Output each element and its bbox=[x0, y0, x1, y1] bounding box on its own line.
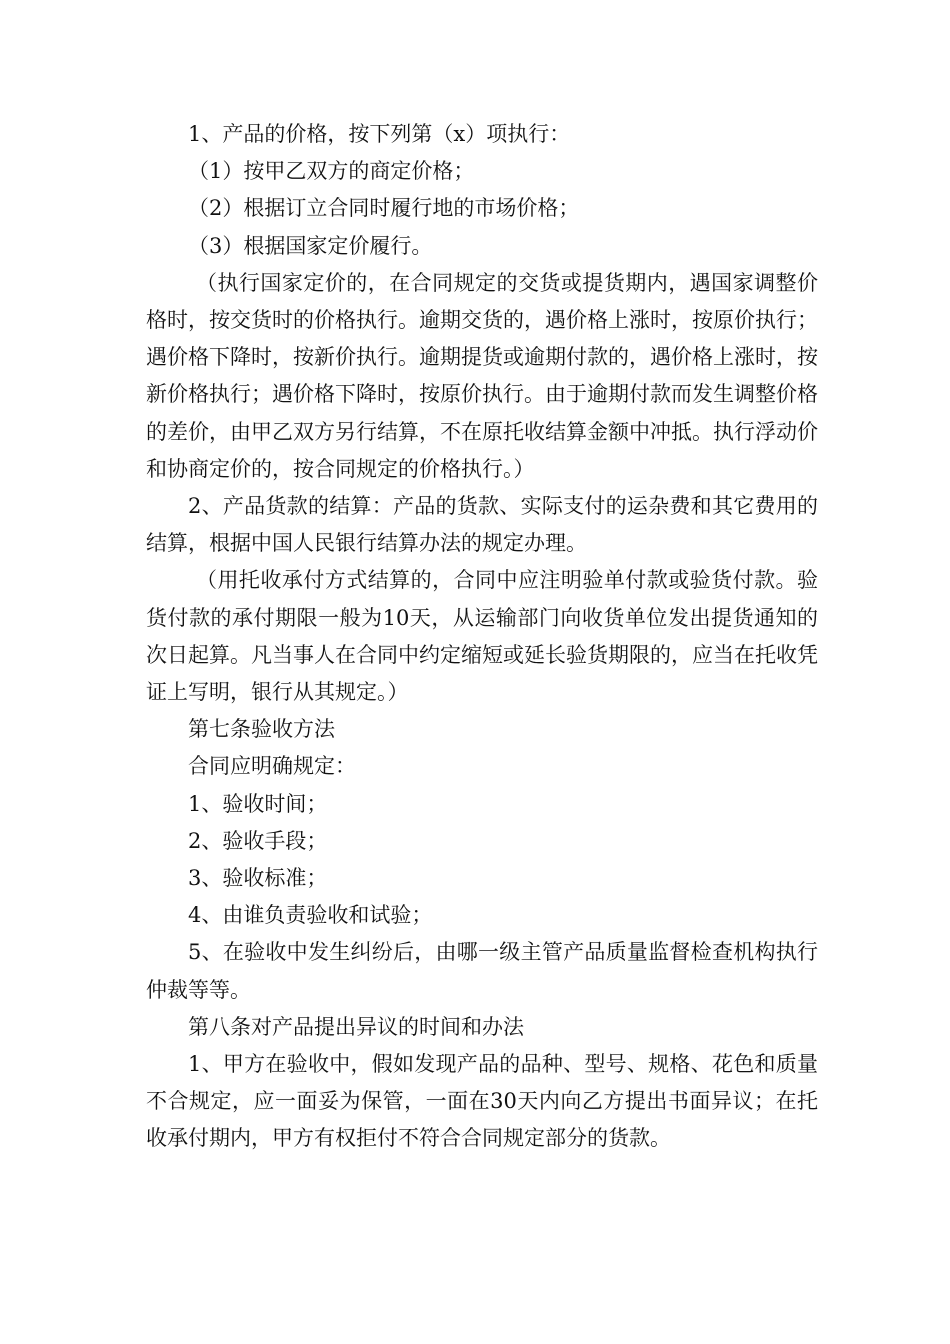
heading-article-7: 第七条验收方法 bbox=[188, 717, 335, 742]
list-item-acceptance-means: 2、验收手段； bbox=[188, 828, 328, 853]
paragraph-payment-note: （用托收承付方式结算的，合同中应注明验单付款或验货付款。验货付款的承付期限一般为10天，从运输部门向收货单位发出提货通知的次日起算。凡当事人在合同中约定缩短或延长验货期限的，应当在托收凭证上写明，银行从其规定。） bbox=[146, 568, 818, 705]
list-item-acceptance-time: 1、验收时间； bbox=[188, 791, 328, 816]
paragraph-price-option-3: （3）根据国家定价履行。 bbox=[188, 233, 433, 258]
paragraph-payment-clause: 2、产品货款的结算：产品的货款、实际支付的运杂费和其它费用的结算，根据中国人民银行结算办法的规定办理。 bbox=[146, 494, 818, 556]
list-item-acceptance-standard: 3、验收标准； bbox=[188, 866, 328, 891]
list-item-acceptance-responsible: 4、由谁负责验收和试验； bbox=[188, 903, 433, 928]
paragraph-acceptance-intro: 合同应明确规定： bbox=[188, 754, 356, 779]
heading-article-8: 第八条对产品提出异议的时间和办法 bbox=[188, 1014, 524, 1039]
paragraph-price-option-1: （1）按甲乙双方的商定价格； bbox=[188, 159, 475, 184]
document-page bbox=[146, 116, 818, 1158]
paragraph-price-option-2: （2）根据订立合同时履行地的市场价格； bbox=[188, 196, 580, 221]
paragraph-price-clause: 1、产品的价格，按下列第（x）项执行： bbox=[188, 122, 571, 146]
paragraph-objection-clause: 1、甲方在验收中，假如发现产品的品种、型号、规格、花色和质量不合规定，应一面妥为保管，一面在30天内向乙方提出书面异议；在托收承付期内，甲方有权拒付不符合合同规定部分的货款。 bbox=[146, 1052, 818, 1151]
list-item-acceptance-dispute: 5、在验收中发生纠纷后，由哪一级主管产品质量监督检查机构执行仲裁等等。 bbox=[146, 940, 818, 1002]
paragraph-price-note: （执行国家定价的，在合同规定的交货或提货期内，遇国家调整价格时，按交货时的价格执行。逾期交货的，遇价格上涨时，按原价执行；遇价格下降时，按新价执行。逾期提货或逾期付款的，遇价格上涨时，按新价格执行；遇价格下降时，按原价执行。由于逾期付款而发生调整价格的差价，由甲乙双方另行结算，不在原托收结算金额中冲抵。执行浮动价和协商定价的，按合同规定的价格执行。） bbox=[146, 270, 818, 481]
